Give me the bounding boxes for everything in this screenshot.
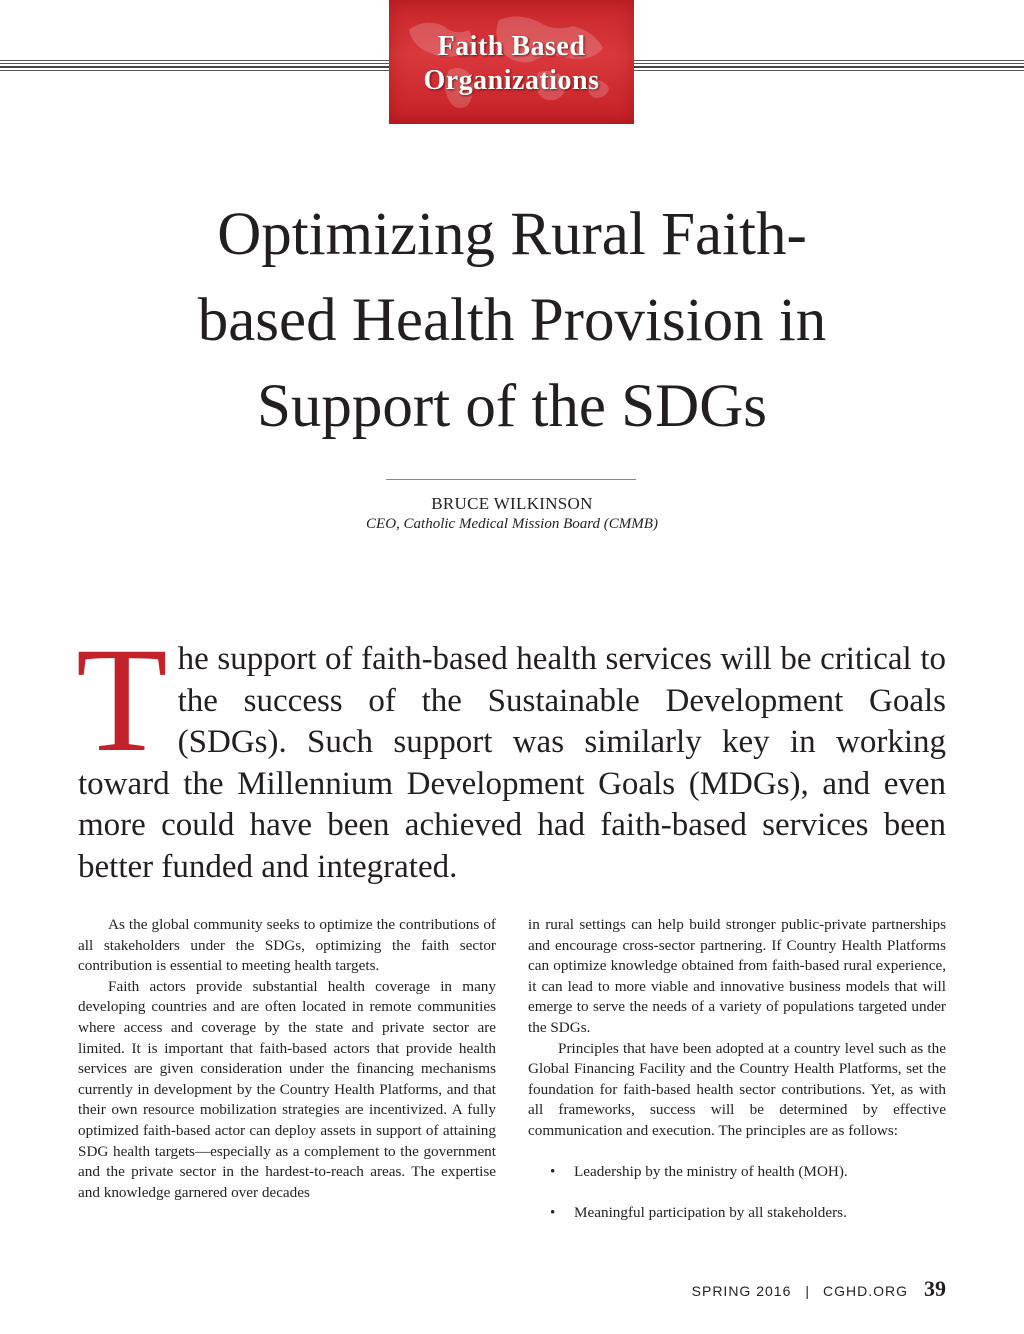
section-badge (389, 0, 634, 124)
bullet-icon: • (550, 1204, 556, 1222)
section-label-line2: Organizations (423, 65, 600, 96)
lead-text: he support of faith-based health services will be critical to the success of the Sustainable Development Goals (SDGs). Such support was similarly key in working toward the Millennium Development Goals (MDGs), and even more could have been achieved had faith-based services been better funded and integrated. (78, 641, 946, 885)
issue-label: SPRING 2016 (691, 1283, 792, 1299)
header-rule-right (634, 60, 1024, 72)
body-paragraph: Faith actors provide substantial health coverage in many developing countries and are often located in remote communities where access and coverage by the state and private sector are limited. It is important that faith-based actors that provide health services are given consideration under the financing mechanisms currently in development by the Country Health Platforms, and that their own resource mobilization strategies are incentivized. A fully optimized faith-based actor can deploy assets in support of attaining SDG health targets—especially as a complement to the government and the private sector in the hardest-to-reach areas. The expertise and knowledge garnered over decades (78, 977, 496, 1201)
article-title-line2: based Health Provision in (197, 287, 827, 354)
lead-paragraph (76, 617, 946, 888)
article-title-line3: Support of the SDGs (256, 373, 768, 440)
body-paragraph: Principles that have been adopted at a country level such as the Global Financing Facility and the Country Health Platforms, set the foundation for faith-based health sector contributions. Yet, as with all frameworks, success will be determined by effective communication and execution. The principles are as follows: (528, 1039, 946, 1139)
byline-divider (386, 479, 636, 480)
list-item-text: Meaningful participation by all stakeholders. (574, 1204, 847, 1222)
header-rule-left (0, 60, 390, 72)
site-label: CGHD.ORG (823, 1283, 908, 1299)
list-item-text: Leadership by the ministry of health (MOH). (574, 1162, 848, 1180)
principles-list (528, 1162, 946, 1224)
body-column-left (78, 915, 496, 1203)
body-paragraph: in rural settings can help build stronger public-private partnerships and encourage cross-sector partnering. If Country Health Platforms can optimize knowledge obtained from faith-based rural experience, it can lead to more viable and innovative business models that will emerge to serve the needs of a variety of populations targeted under the SDGs. (528, 916, 946, 1036)
article-title-line1: Optimizing Rural Faith- (217, 201, 807, 268)
section-label-line1: Faith Based (437, 31, 586, 62)
body-column-right (528, 915, 946, 1245)
list-item (528, 1203, 946, 1224)
page-number: 39 (924, 1276, 946, 1301)
author-role: CEO, Catholic Medical Mission Board (CMMB) (366, 516, 658, 532)
footer-separator: | (805, 1283, 809, 1299)
bullet-icon: • (550, 1162, 556, 1180)
drop-cap: T (76, 617, 168, 783)
article-title (60, 192, 964, 450)
list-item (528, 1162, 946, 1183)
author-name: BRUCE WILKINSON (431, 494, 593, 513)
body-paragraph: As the global community seeks to optimize the contributions of all stakeholders under the SDGs, optimizing the faith sector contribution is essential to meeting health targets. (78, 916, 496, 975)
page-footer (692, 1276, 946, 1302)
section-label (389, 0, 634, 98)
